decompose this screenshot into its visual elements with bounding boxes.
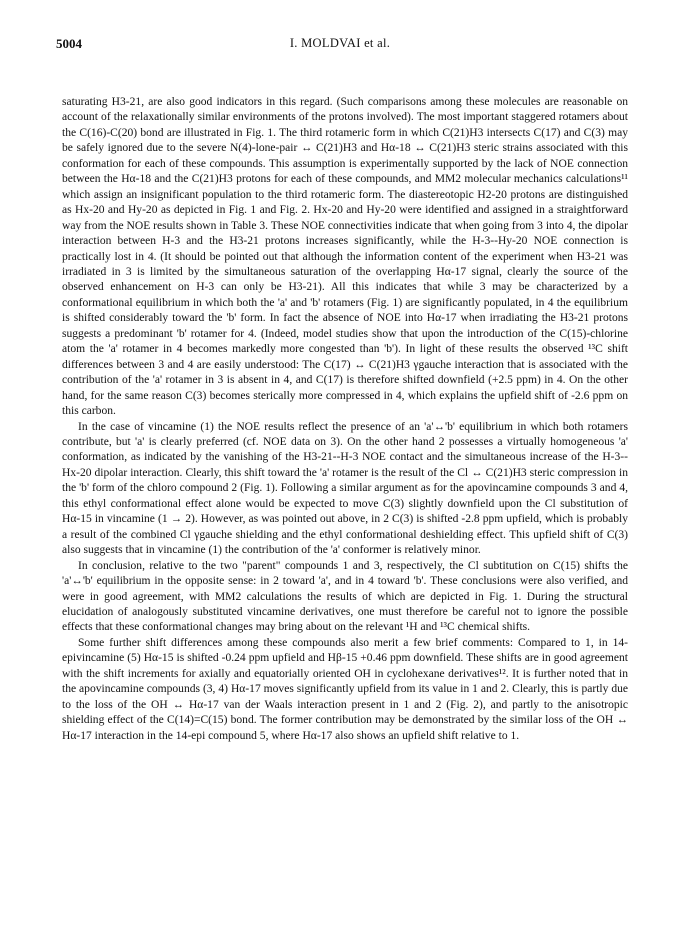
paragraph-vincamine: In the case of vincamine (1) the NOE results reflect the presence of an 'a'↔'b' equilibrium in which both rotamers contribute, but 'a' is clearly preferred (cf. NOE data on 3). On the other hand 2 possesses a virtually homogeneous 'a' conformation, as indicated by the vanishing of the H3-21--H-3 NOE contact and the simultaneous increase of the H-3--Hx-20 dipolar interaction. Clearly, this shift toward the 'a' rotamer is the result of the Cl ↔ C(21)H3 steric compression in the 'b' form of the chloro compound 2 (Fig. 1). Following a similar argument as for the apovincamine compounds 3 and 4, this ethyl conformational effect alone would be expected to move C(3) slightly downfield upon the Cl substitution of Hα-15 in vincamine (1 → 2). However, as was pointed out above, in 2 C(3) is shifted -2.8 ppm upfield, which is probably a result of the combined Cl γgauche shielding and the ethyl conformational deshielding effect. This upfield shift of C(3) also suggests that in vincamine (1) the contribution of the 'a' conformer is relatively minor. [62, 420, 628, 557]
paragraph-conclusion: In conclusion, relative to the two "parent" compounds 1 and 3, respectively, the Cl subtitution on C(15) shifts the 'a'↔'b' equilibrium in the opposite sense: in 2 toward 'a', and in 4 toward 'b'. These conclusions were also verified, and were in good agreement, with MM2 calculations the results of which are depicted in Fig. 1. During the structural elucidation of analogously substituted vincamine derivatives, one must therefore be careful not to ignore the possible effects that these conformational changes may bring about on the relevant ¹H and ¹³C chemical shifts. [62, 559, 628, 634]
running-head: I. MOLDVAI et al. [289, 36, 391, 50]
page-number: 5004 [56, 36, 82, 51]
page-header [56, 36, 624, 56]
paragraph-shift-differences: Some further shift differences among these compounds also merit a few brief comments: Compared to 1, in 14-epivincamine (5) Hα-15 is shifted -0.24 ppm upfield and Hβ-15 +0.46 ppm downfield. These shifts are in good agreement with the shift increments for axially and equatorially oriented OH in cyclohexane derivatives¹². It is further noted that in the apovincamine compounds (3, 4) Hα-17 moves significantly upfield from its value in 1 and 2. Clearly, this is partly due to the loss of the OH ↔ Hα-17 van der Waals interaction present in 1 and 2 (Fig. 2), and partly to the anisotropic shielding effect of the C(14)=C(15) bond. The former contribution may be demonstrated by the similar loss of the OH ↔ Hα-17 interaction in the 14-epi compound 5, where Hα-17 also shows an upfield shift relative to 1. [62, 636, 628, 742]
article-body [62, 95, 628, 744]
paragraph-rotamers: saturating H3-21, are also good indicators in this regard. (Such comparisons among these molecules are reasonable on account of the relaxationally similar environments of the protons involved). The most important staggered rotamers about the C(16)-C(20) bond are illustrated in Fig. 1. The third rotameric form in which C(21)H3 intersects C(17) and C(3) may be safely ignored due to the severe N(4)-lone-pair ↔ C(21)H3 and Hα-18 ↔ C(21)H3 steric strains associated with this conformation for each of these compounds. This assumption is experimentally supported by the lack of NOE connection between the Hα-18 and the C(21)H3 protons for each of these compounds, and MM2 molecular mechanics calculations¹¹ which assign an insignificant population to the third rotameric form. The diastereotopic H2-20 protons are distinguished as Hx-20 and Hy-20 as depicted in Fig. 1 and Fig. 2. Hx-20 and Hy-20 were identified and assigned in a straightforward way from the NOE results shown in Table 3. These NOE connectivities indicate that when going from 3 into 4, the dipolar interaction between H-3 and the H3-21 protons increases significantly, while the H-3--Hy-20 NOE connection is practically lost in 4. (It should be pointed out that although the information content of the experiment when H3-21 was irradiated in 3 is limited by the simultaneous saturation of the overlapping Hα-17 signal, clearly the source of the observed enhancement on H-3 can only be H3-21). All this indicates that while 3 may be characterized by a conformational equilibrium in which both the 'a' and 'b' rotamers (Fig. 1) are significantly populated, in 4 the equilibrium is shifted considerably toward the 'b' form. In fact the absence of NOE into Hα-17 when irradiating the H3-21 protons suggests a predominant 'b' rotamer for 4. (Indeed, model studies show that upon the introduction of the C(15)-chlorine atom the 'a' rotamer in 4 becomes markedly more congested than 'b'). In light of these results the observed ¹³C shift differences between 3 and 4 are easily understood: The C(17) ↔ C(21)H3 γgauche interaction that is associated with the contribution of the 'a' rotamer in 3 is absent in 4, and C(17) is therefore shifted downfield (+2.5 ppm) in 4. On the other hand, for the same reason C(3) becomes sterically more compressed in 4, which explains the upfield shift of -2.6 ppm on this carbon. [62, 96, 628, 418]
